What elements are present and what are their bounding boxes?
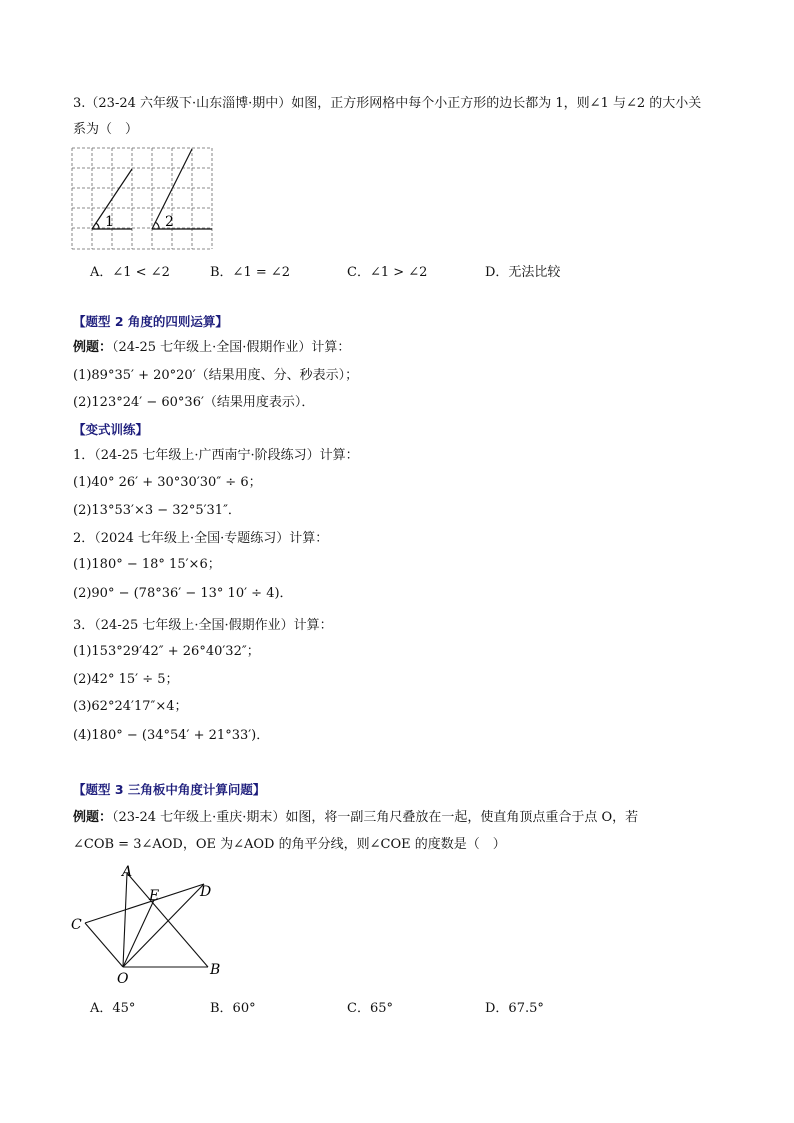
q3-line2: 系为（ ） (73, 122, 139, 137)
example-label: 例题： (73, 340, 113, 355)
q3-option-d[interactable]: D．无法比较 (485, 265, 561, 280)
variant-2b: (2)90° − (78°36′ − 13° 10′ ÷ 4)． (73, 586, 293, 601)
variant-1: 1．（24-25 七年级上·广西南宁·阶段练习）计算： (73, 448, 359, 463)
point-c-label: C (71, 917, 82, 933)
point-d-label: D (200, 884, 212, 900)
variant-3: 3．（24-25 七年级上·全国·假期作业）计算： (73, 618, 333, 633)
type2-heading: 【题型 2 角度的四则运算】 (73, 314, 228, 329)
type3-example-line1 (73, 809, 638, 827)
type3-example-line2: ∠COB = 3∠AOD，OE 为∠AOD 的角平分线，则∠COE 的度数是（ ） (73, 837, 506, 852)
variant-training-heading: 【变式训练】 (73, 422, 149, 437)
example-label: 例题： (73, 810, 113, 825)
q3-option-c[interactable]: C．∠1 > ∠2 (347, 265, 428, 280)
variant-3a: (1)153°29′42″ + 26°40′32″； (73, 644, 260, 659)
point-o-label: O (117, 971, 129, 987)
type3-option-c[interactable]: C．65° (347, 1001, 393, 1016)
example-text: （23-24 七年级上·重庆·期末）如图，将一副三角尺叠放在一起，使直角顶点重合于点 O，若 (112, 810, 639, 825)
variant-2a: (1)180° − 18° 15′×6； (73, 557, 221, 572)
variant-2: 2．（2024 七年级上·全国·专题练习）计算： (73, 531, 329, 546)
variant-3c: (3)62°24′17″×4； (73, 699, 188, 714)
triangle-ruler-figure (68, 862, 248, 987)
point-b-label: B (210, 962, 221, 978)
type3-option-d[interactable]: D．67.5° (485, 1001, 544, 1016)
point-e-label: E (149, 888, 160, 904)
type2-example (73, 339, 350, 357)
variant-1a: (1)40° 26′ + 30°30′30″ ÷ 6； (73, 475, 262, 490)
angle-1-label: 1 (105, 214, 114, 230)
q3-option-a[interactable]: A．∠1 < ∠2 (90, 265, 170, 280)
square-grid-figure (72, 148, 214, 250)
type3-option-a[interactable]: A．45° (90, 1001, 136, 1016)
point-a-label: A (122, 864, 133, 880)
example-text: （24-25 七年级上·全国·假期作业）计算： (112, 340, 351, 355)
variant-3b: (2)42° 15′ ÷ 5； (73, 672, 179, 687)
type2-ex1: (1)89°35′ + 20°20′（结果用度、分、秒表示）； (73, 368, 359, 383)
q3-line1: 3.（23-24 六年级下·山东淄博·期中）如图，正方形网格中每个小正方形的边长都为 1，则∠1 与∠2 的大小关 (73, 96, 702, 111)
variant-3d: (4)180° − (34°54′ + 21°33′)． (73, 728, 270, 743)
type3-option-b[interactable]: B．60° (210, 1001, 256, 1016)
type3-heading: 【题型 3 三角板中角度计算问题】 (73, 782, 266, 797)
variant-1b: (2)13°53′×3 − 32°5′31″． (73, 503, 241, 518)
angle-2-label: 2 (165, 214, 174, 230)
type2-ex2: (2)123°24′ − 60°36′（结果用度表示）． (73, 395, 315, 410)
q3-option-b[interactable]: B．∠1 = ∠2 (210, 265, 291, 280)
